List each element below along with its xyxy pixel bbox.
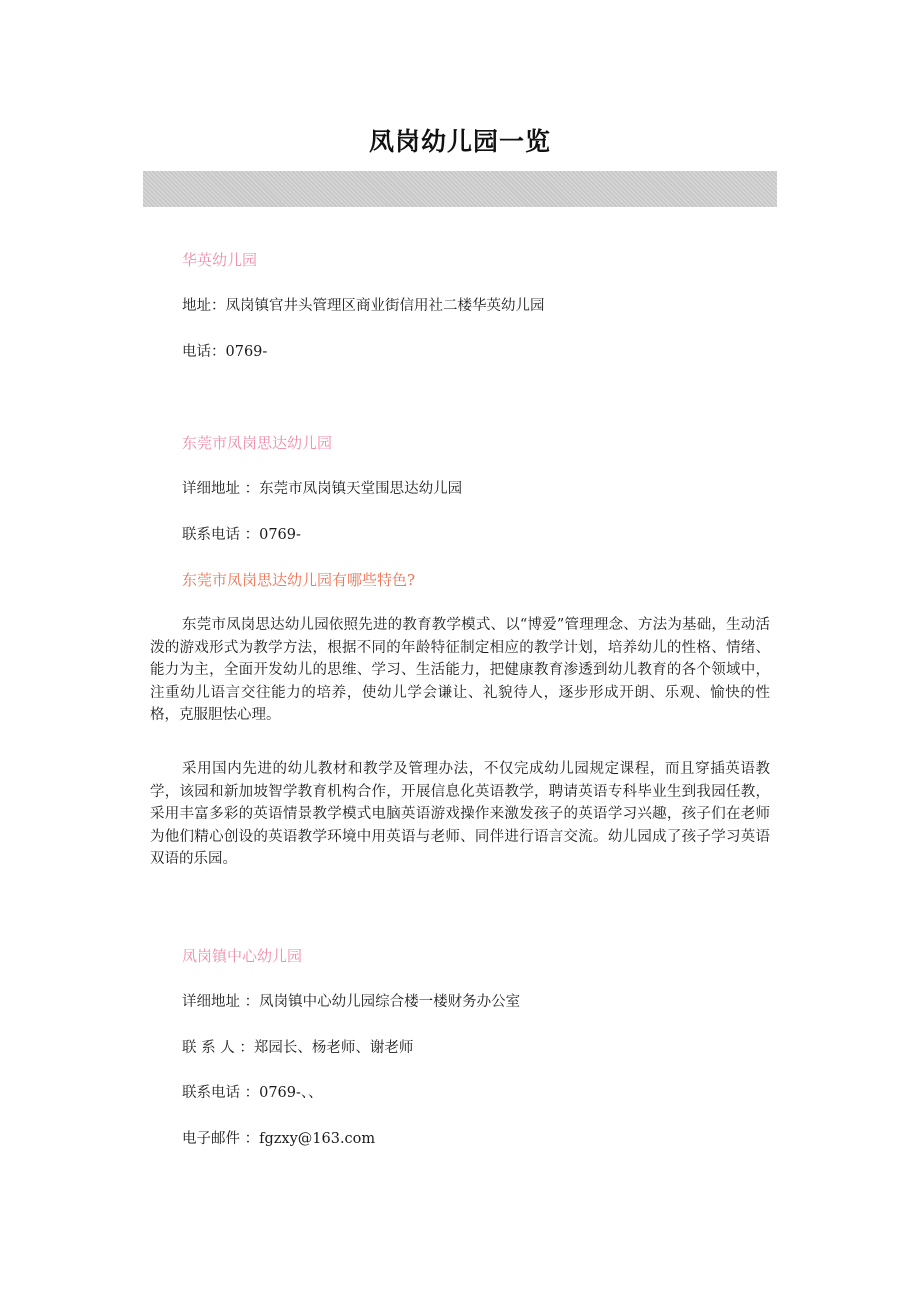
field-value: 0769-、、 <box>259 1085 323 1101</box>
field-label: 电子邮件 ： <box>182 1131 260 1147</box>
field-value: 0769- <box>259 527 301 543</box>
address-line <box>182 992 520 1012</box>
phone-line <box>182 525 301 545</box>
feature-paragraph: 东莞市凤岗思达幼儿园依照先进的教育教学模式、以“博爱”管理理念、方法为基础，生动活泼的游戏形式为教学方法，根据不同的年龄特征制定相应的教学计划，培养幼儿的性格、情绪、能力为主，全面开发幼儿的思维、学习、生活能力，把健康教育渗透到幼儿教育的各个领域中，注重幼儿语言交往能力的培养，使幼儿学会谦让、礼貌待人，逐步形成开朗、乐观、愉快的性格，克服胆怯心理。 <box>150 617 770 724</box>
field-label: 联系电话 ： <box>182 1085 260 1101</box>
field-value: 凤岗镇中心幼儿园综合楼一楼财务办公室 <box>259 994 521 1010</box>
field-value: 郑园长、杨老师、谢老师 <box>253 1040 414 1056</box>
page-title: 凤岗幼儿园一览 <box>368 127 551 156</box>
field-label: 电话： <box>182 344 226 360</box>
field-label: 地址： <box>182 298 226 314</box>
feature-paragraph: 采用国内先进的幼儿教材和教学及管理办法，不仅完成幼儿园规定课程，而且穿插英语教学，该园和新加坡智学教育机构合作，开展信息化英语教学，聘请英语专科毕业生到我园任教，采用丰富多彩的英语情景教学模式电脑英语游戏操作来激发孩子的英语学习兴趣，孩子们在老师为他们精心创设的英语教学环境中用英语与老师、同伴进行语言交流。幼儿园成了孩子学习英语双语的乐园。 <box>150 761 770 868</box>
field-value: fgzxy@163.com <box>259 1131 376 1147</box>
kindergarten-name-huaying: 华英幼儿园 <box>182 251 258 269</box>
field-label: 联系电话 ： <box>182 527 260 543</box>
address-line <box>182 296 545 316</box>
field-value: 0769- <box>225 344 268 360</box>
email-line <box>182 1129 375 1149</box>
phone-line <box>182 342 267 362</box>
contact-person-line <box>182 1038 413 1058</box>
kindergarten-name-sida: 东莞市凤岗思达幼儿园 <box>182 434 333 452</box>
feature-heading: 东莞市凤岗思达幼儿园有哪些特色? <box>182 571 416 589</box>
field-label: 联 系 人 ： <box>182 1040 254 1056</box>
phone-line <box>182 1083 323 1103</box>
field-label: 详细地址 ： <box>182 481 260 497</box>
field-label: 详细地址 ： <box>182 994 260 1010</box>
kindergarten-name-central: 凤岗镇中心幼儿园 <box>182 947 303 965</box>
title-divider-bar <box>143 171 777 207</box>
field-value: 凤岗镇官井头管理区商业街信用社二楼华英幼儿园 <box>225 298 545 314</box>
address-line <box>182 479 462 499</box>
field-value: 东莞市凤岗镇天堂围思达幼儿园 <box>259 481 463 497</box>
